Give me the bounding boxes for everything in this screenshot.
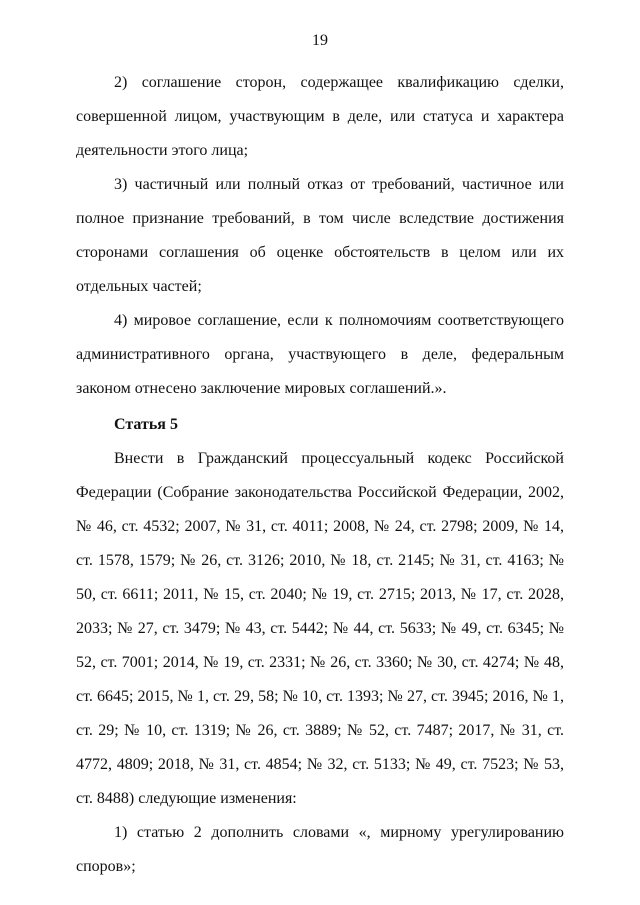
page-number: 19 bbox=[312, 32, 328, 49]
paragraph-item-4: 4) мировое соглашение, если к полномочиям соответствующего административного органа, участвующего в деле, федеральным законом отнесено заключение мировых соглашений.». bbox=[76, 312, 564, 397]
article-intro-paragraph: Внести в Гражданский процессуальный кодекс Российской Федерации (Собрание законодательства Российской Федерации, 2002, № 46, ст. 4532; 2007, № 31, ст. 4011; 2008, № 24, ст. 2798; 2009, № 14, ст. 1578, 1579; № 26, ст. 3126; 2010, № 18, ст. 2145; № 31, ст. 4163; № 50, ст. 6611; 2011, № 15, ст. 2040; № 19, ст. 2715; 2013, № 17, ст. 2028, 2033; № 27, ст. 3479; № 43, ст. 5442; № 44, ст. 5633; № 49, ст. 6345; № 52, ст. 7001; 2014, № 19, ст. 2331; № 26, ст. 3360; № 30, ст. 4274; № 48, ст. 6645; 2015, № 1, ст. 29, 58; № 10, ст. 1393; № 27, ст. 3945; 2016, № 1, ст. 29; № 10, ст. 1319; № 26, ст. 3889; № 52, ст. 7487; 2017, № 31, ст. 4772, 4809; 2018, № 31, ст. 4854; № 32, ст. 5133; № 49, ст. 7523; № 53, ст. 8488) следующие изменения: bbox=[76, 450, 564, 807]
document-body bbox=[76, 66, 564, 884]
paragraph-item-3: 3) частичный или полный отказ от требований, частичное или полное признание требований, в том числе вследствие достижения сторонами соглашения об оценке обстоятельств в целом или их отдельных частей; bbox=[76, 176, 564, 295]
amendment-item-1: 1) статью 2 дополнить словами «, мирному урегулированию споров»; bbox=[76, 824, 564, 875]
paragraph-item-2: 2) соглашение сторон, содержащее квалификацию сделки, совершенной лицом, участвующим в деле, или статуса и характера деятельности этого лица; bbox=[76, 74, 564, 159]
article-heading: Статья 5 bbox=[114, 416, 178, 433]
